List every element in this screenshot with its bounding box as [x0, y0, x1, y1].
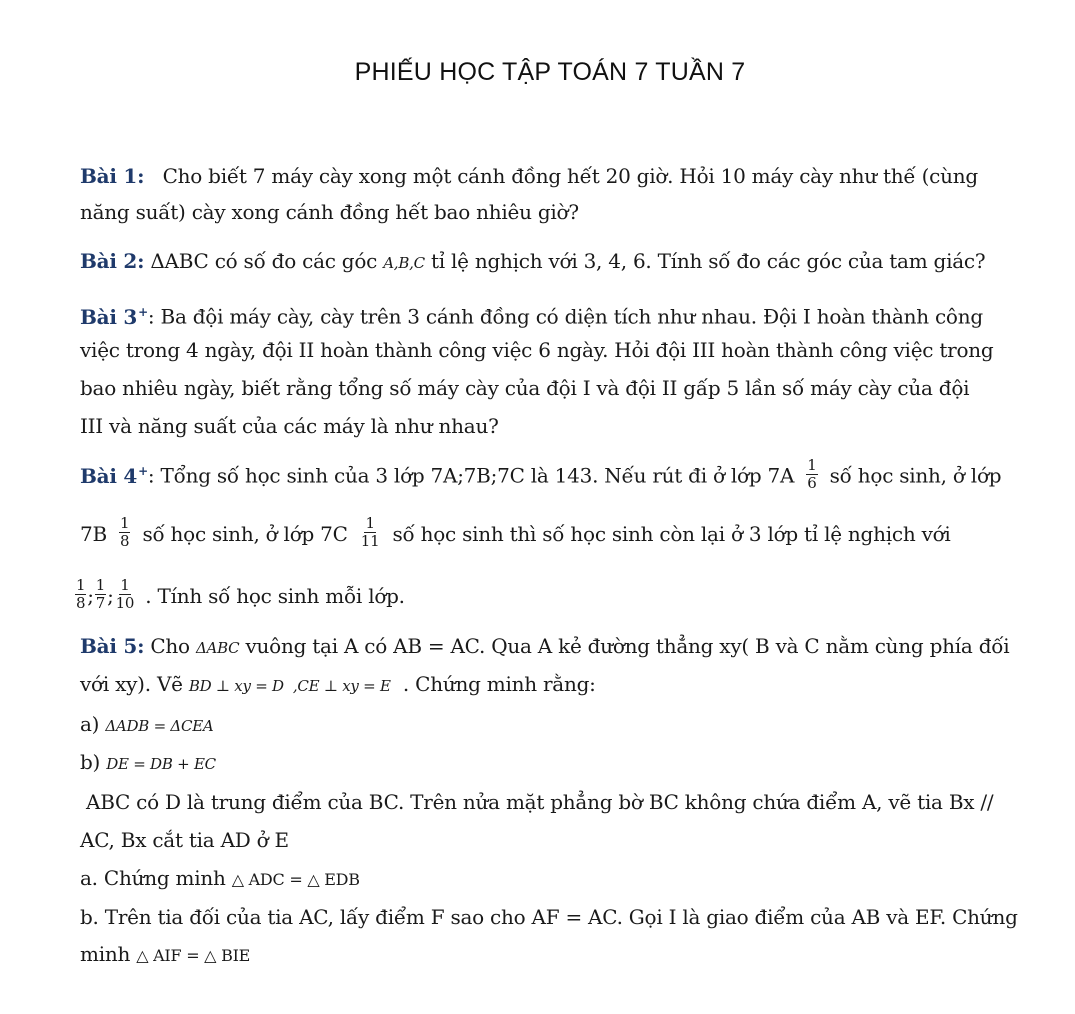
exercise-6-part-a [80, 864, 360, 894]
part-b-statement: △ AIF = △ BIE [136, 946, 251, 965]
exercise-4-text-4: số học sinh thì số học sinh còn lại ở 3 lớp tỉ lệ nghịch với [392, 522, 951, 546]
exercise-1-line-1 [80, 162, 978, 190]
exercise-4-text-5: . Tính số học sinh mỗi lớp. [145, 584, 405, 608]
exercise-5-part-b [80, 748, 216, 778]
exercise-3-text: : Ba đội máy cày, cày trên 3 cánh đồng có diện tích như nhau. Đội I hoàn thành công [147, 304, 983, 329]
exercise-5-text-3: với xy). Vẽ [80, 672, 183, 696]
exercise-5-text: Cho [150, 634, 190, 658]
fraction-ratio-1: $\frac{1}{8}$ [76, 576, 86, 612]
exercise-4-label: Bài 4+ [80, 463, 148, 488]
exercise-1-label: Bài 1: [80, 164, 145, 188]
exercise-5-line-1 [80, 632, 1009, 662]
exercise-6-part-b-line-1: b. Trên tia đối của tia AC, lấy điểm F sao cho AF = AC. Gọi I là giao điểm của AB và EF. Chứng [80, 905, 1018, 929]
perpendicular-math: BD ⊥ xy = D ,CE ⊥ xy = E [188, 677, 391, 695]
exercise-4-text-2: số học sinh, ở lớp [829, 463, 1002, 488]
exercise-4-text-3: số học sinh, ở lớp 7C [142, 522, 348, 546]
exercise-5-line-2 [80, 670, 596, 700]
exercise-3-line-2: việc trong 4 ngày, đội II hoàn thành công việc 6 ngày. Hỏi đội III hoàn thành công việc trong [80, 338, 994, 362]
part-a-label: a) [80, 712, 100, 736]
exercise-5-part-a [80, 710, 214, 740]
exercise-4-text: : Tổng số học sinh của 3 lớp 7A;7B;7C là 143. Nếu rút đi ở lớp 7A [147, 463, 795, 488]
exercise-1-line-2: năng suất) cày xong cánh đồng hết bao nhiêu giờ? [80, 200, 579, 224]
part-b-math: DE = DB + EC [106, 755, 216, 773]
fraction-ratio-3: $\frac{1}{10}$ [115, 576, 135, 612]
separator: ; [107, 584, 114, 608]
fraction-one-sixth: $\frac{1}{6}$ [807, 455, 817, 492]
exercise-6-line-1: ABC có D là trung điểm của BC. Trên nửa mặt phẳng bờ BC không chứa điểm A, vẽ tia Bx // [86, 790, 994, 814]
exercise-4-line-2 [80, 514, 951, 553]
fraction-ratio-2: $\frac{1}{7}$ [95, 576, 106, 612]
exercise-4-line-1 [80, 457, 1001, 495]
exercise-2-label: Bài 2: [80, 249, 145, 273]
exercise-3-line-4: III và năng suất của các máy là như nhau? [80, 414, 499, 438]
separator: ; [87, 584, 94, 608]
fraction-one-eleventh: $\frac{1}{11}$ [360, 514, 380, 550]
part-a-statement: △ ADC = △ EDB [231, 870, 360, 889]
exercise-3-line-3: bao nhiêu ngày, biết rằng tổng số máy cày của đội I và đội II gấp 5 lần số máy cày của đội [80, 376, 970, 400]
exercise-3-line-1 [80, 298, 983, 331]
part-a-math: ΔADB = ΔCEA [105, 717, 214, 735]
angles-math: A,B,C [383, 254, 425, 272]
exercise-5-text-4: . Chứng minh rằng: [402, 672, 596, 696]
exercise-5-label: Bài 5: [80, 634, 145, 658]
exercise-1-text: Cho biết 7 máy cày xong một cánh đồng hết 20 giờ. Hỏi 10 máy cày như thế (cùng [162, 164, 978, 188]
class-7b: 7B [80, 522, 107, 546]
part-b-text: minh [80, 942, 131, 966]
exercise-2-text: ΔABC có số đo các góc [150, 249, 378, 273]
exercise-4-line-3 [74, 576, 405, 615]
part-b-label: b) [80, 750, 101, 774]
part-a-text: a. Chứng minh [80, 866, 226, 890]
fraction-one-eighth: $\frac{1}{8}$ [120, 514, 130, 550]
exercise-6-part-b-line-2 [80, 940, 250, 970]
exercise-3-label: Bài 3+ [80, 304, 148, 329]
triangle-math: ΔABC [195, 639, 240, 657]
exercise-6-line-2: AC, Bx cắt tia AD ở E [80, 828, 289, 852]
exercise-2-line-1 [80, 247, 985, 277]
exercise-5-text-2: vuông tại A có AB = AC. Qua A kẻ đường thẳng xy( B và C nằm cùng phía đối [245, 634, 1010, 658]
exercise-2-text-2: tỉ lệ nghịch với 3, 4, 6. Tính số đo các góc của tam giác? [430, 249, 986, 273]
page-title: PHIẾU HỌC TẬP TOÁN 7 TUẦN 7 [354, 58, 746, 86]
